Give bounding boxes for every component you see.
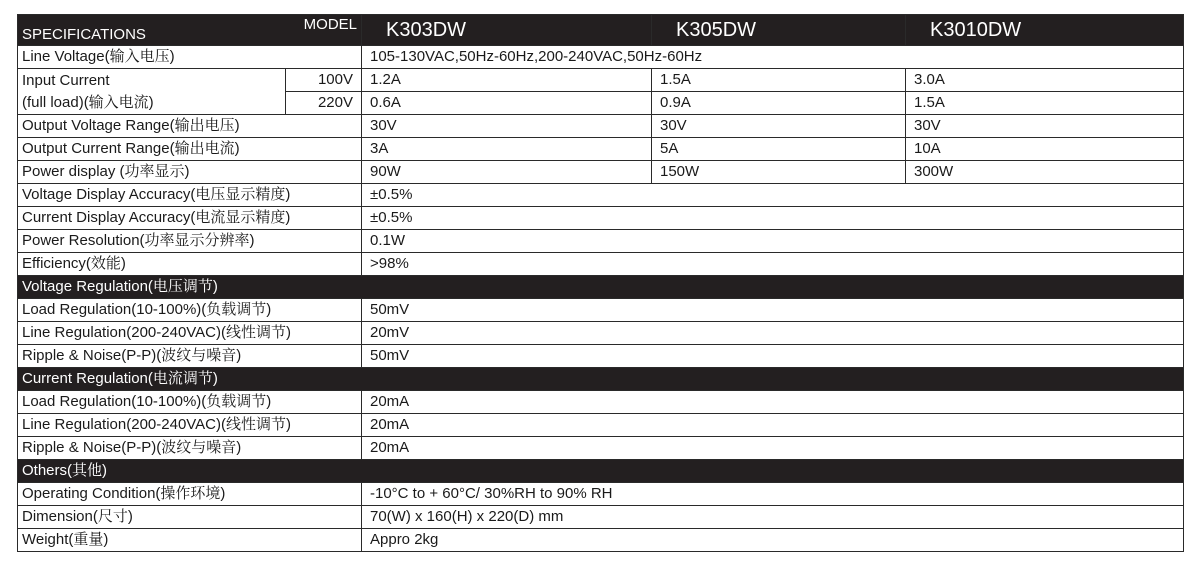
input-voltage-220: 220V: [286, 92, 362, 115]
creg-load-label: Load Regulation(10-100%)(负载调节): [18, 391, 362, 414]
weight-label: Weight(重量): [18, 529, 362, 552]
line-voltage-value: 105-130VAC,50Hz-60Hz,200-240VAC,50Hz-60Hz: [362, 46, 1184, 69]
section-header: [18, 276, 1184, 299]
table-row: [18, 391, 1184, 414]
input-current-label-line1: Input Current: [22, 71, 110, 89]
current-regulation-title: Current Regulation(电流调节): [18, 368, 1184, 391]
table-row: [18, 322, 1184, 345]
dimension-label: Dimension(尺寸): [18, 506, 362, 529]
table-row: [18, 115, 1184, 138]
table-row: [18, 253, 1184, 276]
table-row: [18, 483, 1184, 506]
table-cell: 90W: [362, 161, 652, 184]
table-cell: 10A: [906, 138, 1184, 161]
table-row: [18, 138, 1184, 161]
table-cell: 0.6A: [362, 92, 652, 115]
table-cell: 0.9A: [652, 92, 906, 115]
table-row: [18, 345, 1184, 368]
input-current-label-line2: (full load)(输入电流): [22, 93, 154, 111]
input-voltage-100: 100V: [286, 69, 362, 92]
vreg-ripple-label: Ripple & Noise(P-P)(波纹与噪音): [18, 345, 362, 368]
dimension-value: 70(W) x 160(H) x 220(D) mm: [362, 506, 1184, 529]
specifications-label: SPECIFICATIONS: [22, 26, 146, 43]
table-cell: 3.0A: [906, 69, 1184, 92]
table-row: [18, 46, 1184, 69]
efficiency-value: >98%: [362, 253, 1184, 276]
table-cell: 30V: [362, 115, 652, 138]
creg-line-label: Line Regulation(200-240VAC)(线性调节): [18, 414, 362, 437]
vreg-load-value: 50mV: [362, 299, 1184, 322]
model-k3010dw: K3010DW: [906, 15, 1184, 46]
creg-line-value: 20mA: [362, 414, 1184, 437]
voltage-accuracy-label: Voltage Display Accuracy(电压显示精度): [18, 184, 362, 207]
table-row: [18, 69, 1184, 92]
current-accuracy-value: ±0.5%: [362, 207, 1184, 230]
power-display-label: Power display (功率显示): [18, 161, 362, 184]
table-row: [18, 207, 1184, 230]
spec-model-header: [18, 15, 362, 46]
table-cell: 1.5A: [906, 92, 1184, 115]
table-row: [18, 184, 1184, 207]
power-resolution-value: 0.1W: [362, 230, 1184, 253]
creg-ripple-label: Ripple & Noise(P-P)(波纹与噪音): [18, 437, 362, 460]
output-current-label: Output Current Range(输出电流): [18, 138, 362, 161]
weight-value: Appro 2kg: [362, 529, 1184, 552]
voltage-accuracy-value: ±0.5%: [362, 184, 1184, 207]
output-voltage-label: Output Voltage Range(输出电压): [18, 115, 362, 138]
vreg-ripple-value: 50mV: [362, 345, 1184, 368]
line-voltage-label: Line Voltage(输入电压): [18, 46, 362, 69]
table-cell: 1.5A: [652, 69, 906, 92]
operating-label: Operating Condition(操作环境): [18, 483, 362, 506]
table-cell: 5A: [652, 138, 906, 161]
creg-ripple-value: 20mA: [362, 437, 1184, 460]
table-cell: 1.2A: [362, 69, 652, 92]
section-header: [18, 368, 1184, 391]
table-cell: 30V: [652, 115, 906, 138]
efficiency-label: Efficiency(效能): [18, 253, 362, 276]
model-k305dw: K305DW: [652, 15, 906, 46]
model-k303dw: K303DW: [362, 15, 652, 46]
vreg-line-label: Line Regulation(200-240VAC)(线性调节): [18, 322, 362, 345]
spec-table: [17, 14, 1184, 552]
table-row: [18, 506, 1184, 529]
table-cell: 30V: [906, 115, 1184, 138]
table-cell: 300W: [906, 161, 1184, 184]
current-accuracy-label: Current Display Accuracy(电流显示精度): [18, 207, 362, 230]
table-row: [18, 529, 1184, 552]
table-cell: 3A: [362, 138, 652, 161]
table-row: [18, 161, 1184, 184]
header-row: [18, 15, 1184, 46]
table-row: [18, 299, 1184, 322]
table-row: [18, 437, 1184, 460]
operating-value: -10°C to + 60°C/ 30%RH to 90% RH: [362, 483, 1184, 506]
power-resolution-label: Power Resolution(功率显示分辨率): [18, 230, 362, 253]
section-header: [18, 460, 1184, 483]
table-row: [18, 414, 1184, 437]
input-current-label: [18, 69, 286, 115]
creg-load-value: 20mA: [362, 391, 1184, 414]
table-cell: 150W: [652, 161, 906, 184]
vreg-line-value: 20mV: [362, 322, 1184, 345]
model-label: MODEL: [303, 16, 357, 33]
voltage-regulation-title: Voltage Regulation(电压调节): [18, 276, 1184, 299]
vreg-load-label: Load Regulation(10-100%)(负载调节): [18, 299, 362, 322]
others-title: Others(其他): [18, 460, 1184, 483]
table-row: [18, 230, 1184, 253]
